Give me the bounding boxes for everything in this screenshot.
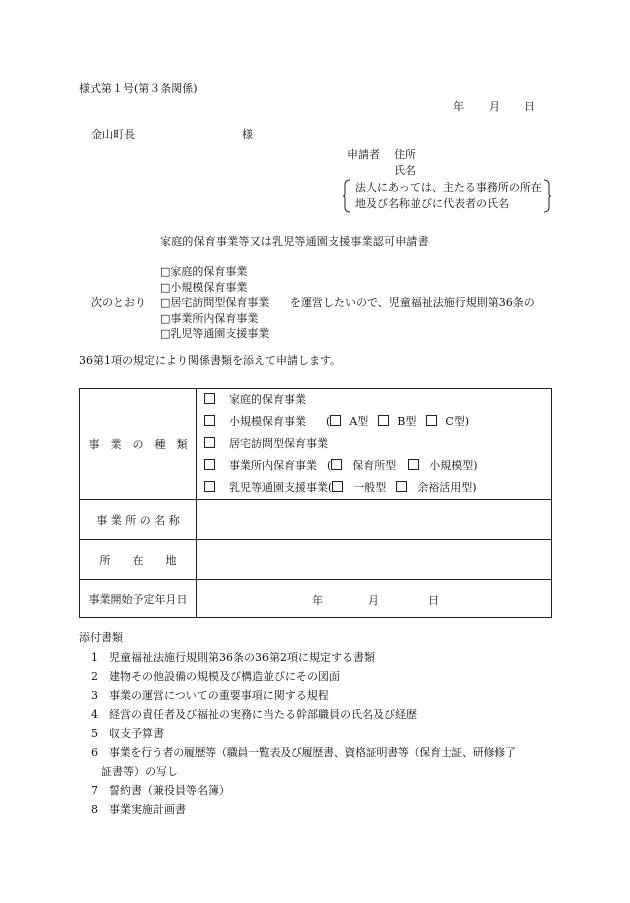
attachment-no: 1 bbox=[91, 651, 98, 664]
type-option-workplace[interactable]: 事業所内保育事業 ( 保育所型 小規模型) bbox=[197, 455, 551, 477]
type-option-small-scale[interactable]: 小規模保育事業 ( A型 B型 C型) bbox=[197, 411, 551, 433]
applicant-name-label: 氏名 bbox=[394, 164, 416, 177]
row-business-type bbox=[80, 389, 552, 500]
row-facility-name bbox=[80, 500, 552, 540]
sub-type-nursery: 保育所型 bbox=[352, 459, 397, 472]
option-small-scale[interactable]: □小規模保育事業 bbox=[160, 281, 248, 294]
location-label: 所 在 地 bbox=[80, 540, 197, 580]
attachment-item: 建物その他設備の規模及び構造並びにその図面 bbox=[109, 670, 340, 683]
date-month-label: 月 bbox=[489, 100, 500, 113]
attachment-item: 誓約書（兼役員等名簿） bbox=[109, 784, 230, 797]
checkbox-icon[interactable] bbox=[204, 437, 215, 448]
corp-note-line1: 法人にあっては、主たる事務所の所在 bbox=[355, 181, 542, 194]
attachment-no: 5 bbox=[91, 727, 98, 740]
row-location bbox=[80, 540, 552, 580]
sub-type-b: B型 bbox=[397, 415, 417, 428]
applicant-address-label: 住所 bbox=[394, 148, 416, 161]
sub-type-small: 小規模型 bbox=[429, 459, 474, 472]
sub-type-general: 一般型 bbox=[353, 481, 387, 494]
attachment-item: 事業を行う者の履歴等（職員一覧表及び履歴書、資格証明書等（保育士証、研修修了 bbox=[109, 746, 516, 759]
attachment-no: 2 bbox=[91, 670, 98, 683]
type-option-infant-support[interactable]: 乳児等通園支援事業( 一般型 余裕活用型) bbox=[197, 477, 551, 499]
checkbox-icon[interactable] bbox=[204, 415, 215, 426]
checkbox-icon[interactable] bbox=[378, 415, 389, 426]
checkbox-icon[interactable] bbox=[331, 459, 342, 470]
attachment-item-continuation: 証書等）の写し bbox=[101, 765, 178, 778]
addressee-mayor: 金山町長 bbox=[91, 128, 135, 141]
option-infant-support[interactable]: □乳児等通園支援事業 bbox=[160, 327, 270, 340]
attachment-no: 4 bbox=[91, 708, 98, 721]
checkbox-icon[interactable] bbox=[408, 459, 419, 470]
date-day-label: 日 bbox=[524, 100, 535, 113]
attachment-no: 8 bbox=[91, 803, 98, 816]
option-workplace[interactable]: □事業所内保育事業 bbox=[160, 312, 259, 325]
attachment-no: 6 bbox=[91, 746, 98, 759]
business-type-label: 事 業 の 種 類 bbox=[80, 389, 197, 500]
type-option-home-visit[interactable]: 居宅訪問型保育事業 bbox=[197, 433, 551, 455]
start-date-label: 事業開始予定年月日 bbox=[80, 580, 197, 618]
checkbox-icon[interactable] bbox=[426, 415, 437, 426]
start-day-label: 日 bbox=[428, 594, 439, 607]
business-type-options bbox=[197, 389, 552, 500]
attachment-item: 収支予算書 bbox=[109, 727, 164, 740]
location-field[interactable] bbox=[197, 540, 552, 580]
applicant-label: 申請者 bbox=[347, 148, 380, 161]
option-home-visit[interactable]: □居宅訪問型保育事業 bbox=[160, 296, 270, 309]
attachment-item: 経営の責任者及び福祉の実務に当たる幹部職員の氏名及び経歴 bbox=[109, 708, 417, 721]
attachments-heading: 添付書類 bbox=[79, 631, 123, 644]
application-table bbox=[79, 388, 552, 618]
type-option-family[interactable]: 家庭的保育事業 bbox=[197, 389, 551, 411]
document-title: 家庭的保育事業等又は乳児等通園支援事業認可申請書 bbox=[160, 235, 429, 248]
checkbox-icon[interactable] bbox=[396, 481, 407, 492]
start-year-label: 年 bbox=[312, 594, 323, 607]
addressee-honorific: 様 bbox=[242, 128, 253, 141]
row-start-date bbox=[80, 580, 552, 618]
body-continuation: 36第1項の規定により関係書類を添えて申請します。 bbox=[79, 354, 342, 367]
attachment-no: 3 bbox=[91, 689, 98, 702]
body-prefix: 次のとおり bbox=[91, 296, 146, 309]
attachment-item: 児童福祉法施行規則第36条の36第2項に規定する書類 bbox=[109, 651, 375, 664]
date-year-label: 年 bbox=[453, 100, 464, 113]
start-date-field[interactable] bbox=[197, 580, 552, 618]
option-family-childcare[interactable]: □家庭的保育事業 bbox=[160, 265, 248, 278]
checkbox-icon[interactable] bbox=[332, 481, 343, 492]
checkbox-icon[interactable] bbox=[330, 415, 341, 426]
sub-type-surplus: 余裕活用型 bbox=[417, 481, 473, 494]
form-number: 様式第１号(第３条関係) bbox=[79, 82, 198, 95]
attachment-no: 7 bbox=[91, 784, 98, 797]
attachment-item: 事業の運営についての重要事項に関する規程 bbox=[109, 689, 329, 702]
sub-type-a: A型 bbox=[349, 415, 369, 428]
checkbox-icon[interactable] bbox=[204, 393, 215, 404]
attachment-item: 事業実施計画書 bbox=[109, 803, 186, 816]
checkbox-icon[interactable] bbox=[204, 481, 215, 492]
facility-name-label: 事 業 所 の 名 称 bbox=[80, 500, 197, 540]
facility-name-field[interactable] bbox=[197, 500, 552, 540]
sub-type-c: C型 bbox=[445, 415, 465, 428]
checkbox-icon[interactable] bbox=[204, 459, 215, 470]
corp-note-line2: 地及び名称並びに代表者の氏名 bbox=[355, 197, 509, 210]
body-suffix: を運営したいので、児童福祉法施行規則第36条の bbox=[290, 296, 535, 309]
corporate-note bbox=[343, 179, 551, 213]
start-month-label: 月 bbox=[368, 594, 379, 607]
